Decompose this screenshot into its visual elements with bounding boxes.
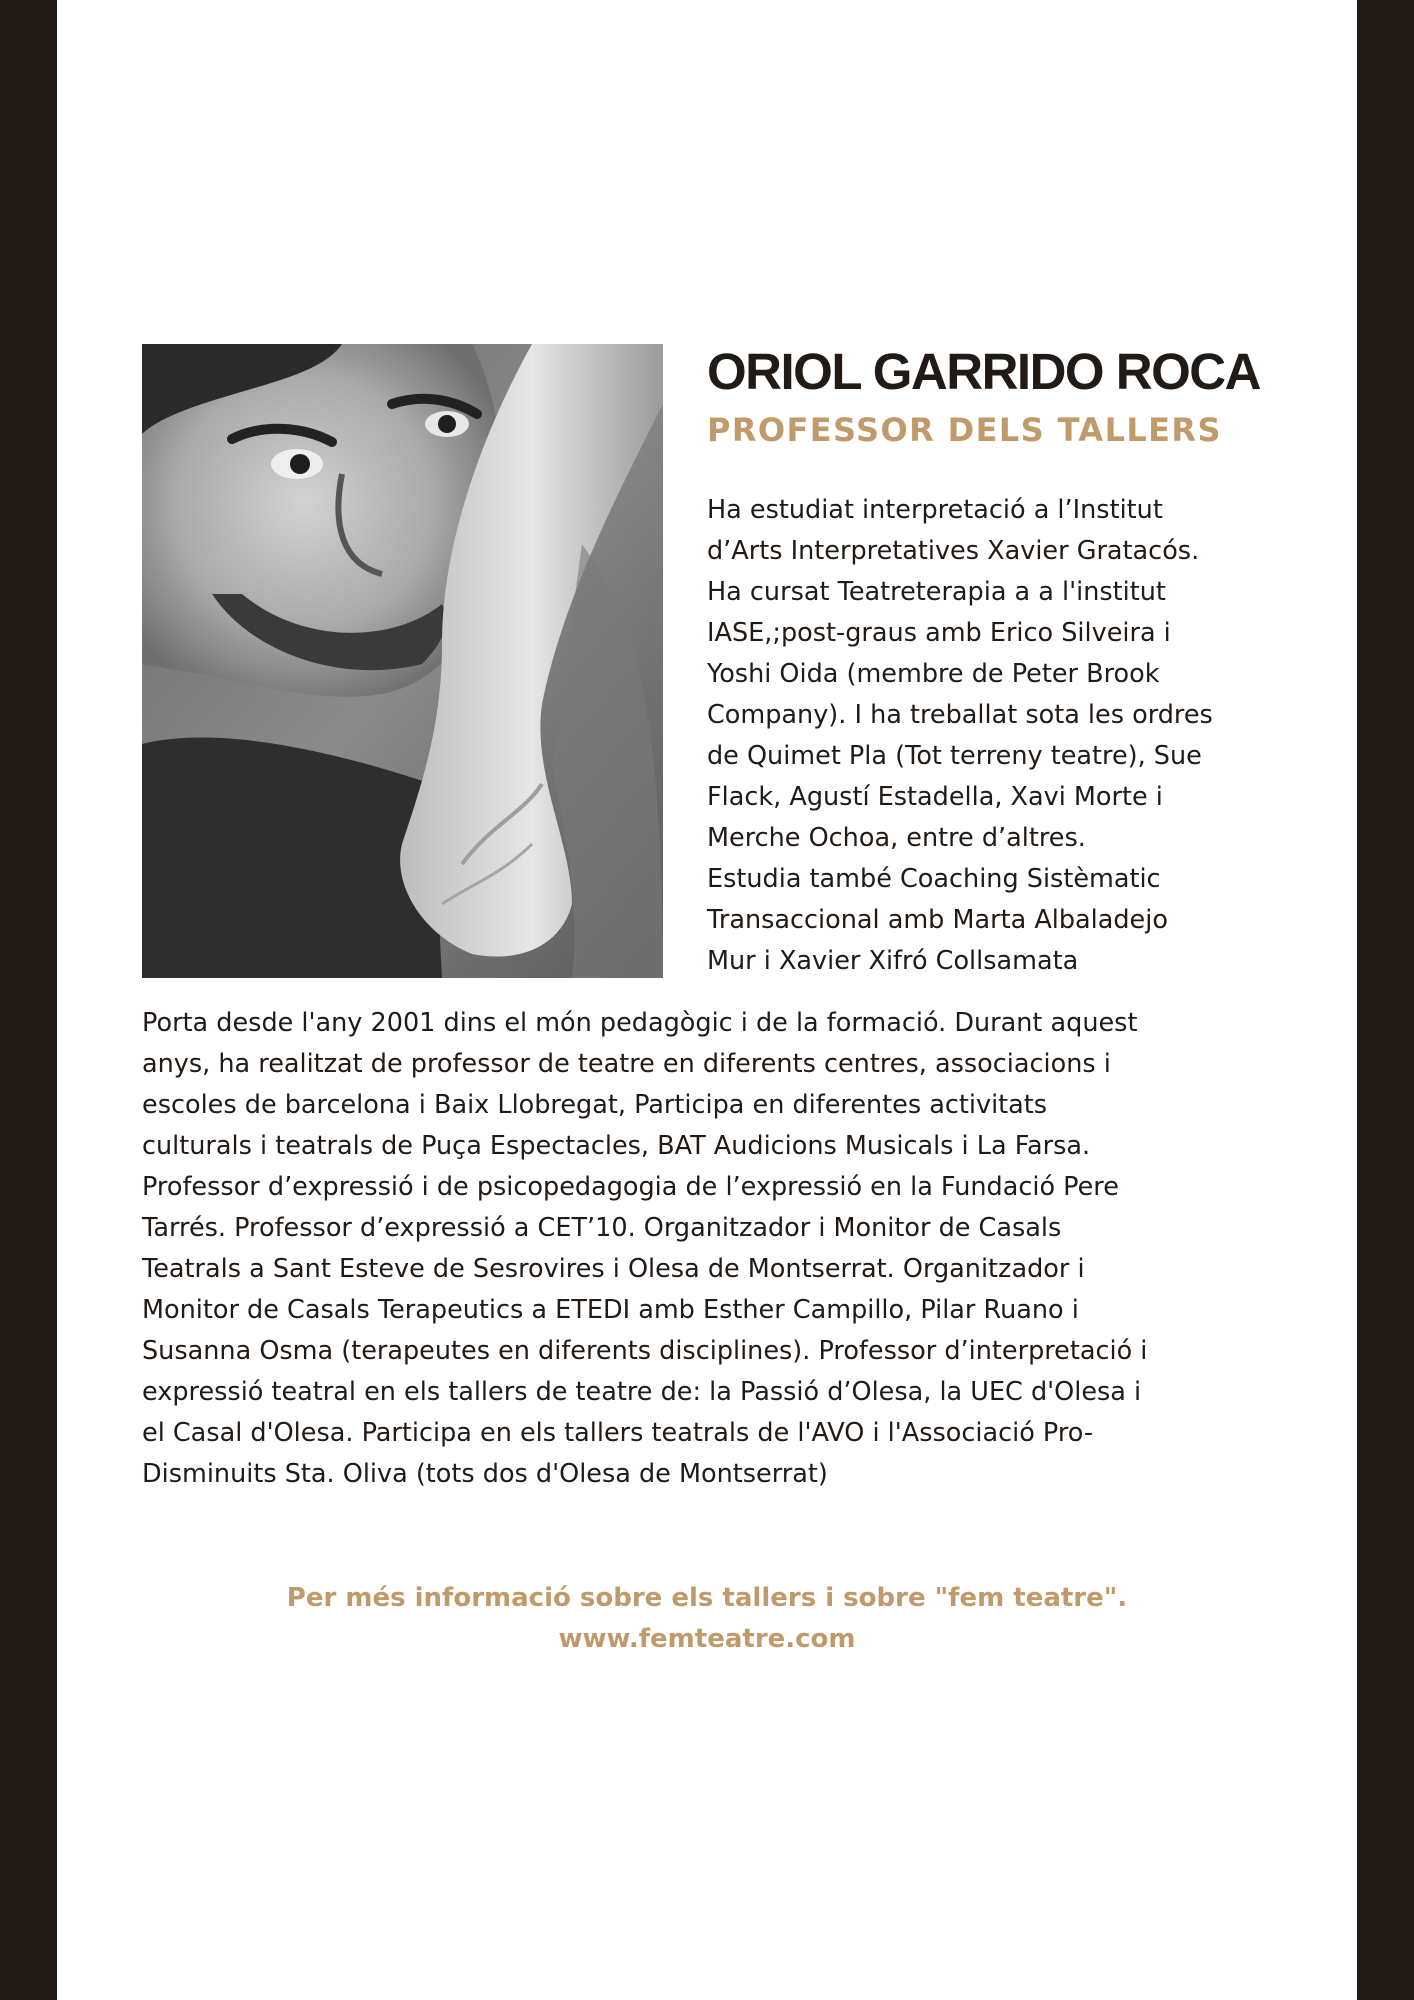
bio-intro-line: Ha estudiat interpretació a l’Institut bbox=[707, 495, 1163, 525]
bio-intro-line: de Quimet Pla (Tot terreny teatre), Sue bbox=[707, 741, 1202, 771]
bio-intro-line: IASE,;post-graus amb Erico Silveira i bbox=[707, 618, 1171, 648]
portrait-photo bbox=[142, 344, 663, 978]
bio-intro-line: Company). I ha treballat sota les ordres bbox=[707, 700, 1213, 730]
person-name: ORIOL GARRIDO ROCA bbox=[707, 343, 1260, 400]
footer-info-text: Per més informació sobre els tallers i sobre "fem teatre". bbox=[286, 1583, 1128, 1613]
bio-intro-line: d’Arts Interpretatives Xavier Gratacós. bbox=[707, 536, 1200, 566]
footer-website-link[interactable]: www.femteatre.com bbox=[558, 1624, 856, 1654]
bio-intro-line: Estudia també Coaching Sistèmatic bbox=[707, 864, 1161, 894]
page-frame-left bbox=[0, 0, 57, 2000]
bio-intro-line: Yoshi Oida (membre de Peter Brook bbox=[707, 659, 1160, 689]
bio-intro-line: Transaccional amb Marta Albaladejo bbox=[707, 905, 1168, 935]
person-role: PROFESSOR DELS TALLERS bbox=[707, 411, 1222, 449]
bio-intro-line: Mur i Xavier Xifró Collsamata bbox=[707, 946, 1079, 976]
bio-paragraph: Porta desde l'any 2001 dins el món pedagògic i de la formació. Durant aquest anys, ha realitzat de professor de teatre en diferents centres, associacions i escoles de barcelona i Baix Llobregat, Participa en diferentes activitats culturals i teatrals de Puça Espectacles, BAT Audicions Musicals i La Farsa. Professor d’expressió i de psicopedagogia de l’expressió en la Fundació Pere Tarrés. Professor d’expressió a CET’10. Organitzador i Monitor de Casals Teatrals a Sant Esteve de Sesrovires i Olesa de Montserrat. Organitzador i Monitor de Casals Terapeutics a ETEDI amb Esther Campillo, Pilar Ruano i Susanna Osma (terapeutes en diferents disciplines). Professor d’interpretació i expressió teatral en els tallers de teatre de: la Passió d’Olesa, la UEC d'Olesa i el Casal d'Olesa. Participa en els tallers teatrals de l'AVO i l'Associació Pro- Disminuits Sta. Oliva (tots dos d'Olesa de Montserrat) bbox=[142, 1008, 1148, 1489]
bio-intro-line: Merche Ochoa, entre d’altres. bbox=[707, 823, 1086, 853]
bio-intro bbox=[707, 490, 1292, 982]
page-frame-right bbox=[1357, 0, 1414, 2000]
bio-intro-line: Ha cursat Teatreterapia a a l'institut bbox=[707, 577, 1166, 607]
bio-intro-line: Flack, Agustí Estadella, Xavi Morte i bbox=[707, 782, 1163, 812]
